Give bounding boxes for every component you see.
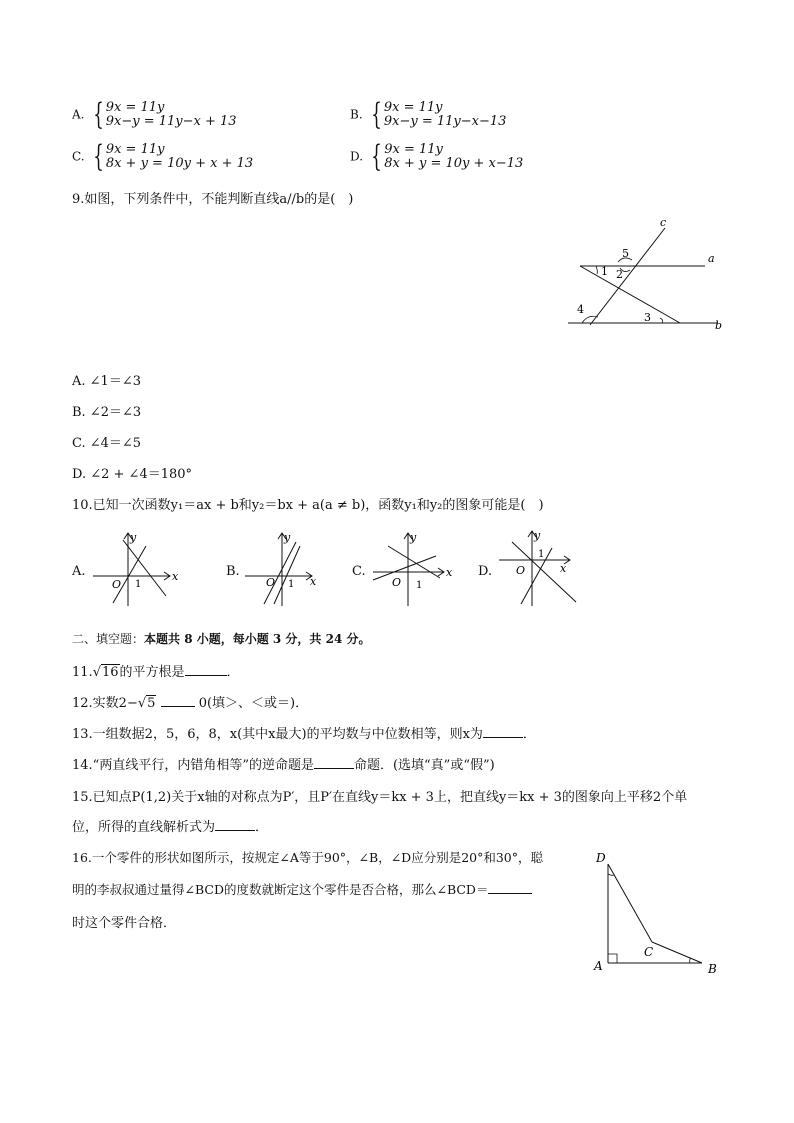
q9-stem: 9.如图，下列条件中，不能判断直线a//b的是( ) (72, 192, 354, 207)
q8-option-c (72, 139, 254, 174)
q10-graph-a-label: A. (72, 564, 86, 579)
line-y1 (113, 546, 146, 603)
side-dc (608, 864, 652, 942)
equation-2: 8x + y = 10y + x−13 (384, 156, 524, 171)
q13 (72, 723, 536, 742)
origin-label: O (112, 578, 122, 591)
q12-rest: 0(填＞、＜或＝)． (198, 696, 309, 711)
y-axis-label: y (284, 531, 291, 544)
vertex-b: B (708, 962, 717, 976)
line-y1 (264, 542, 296, 604)
q8-option-a (72, 97, 237, 132)
equation-system: { 9x = 11y 9x−y = 11y−x−13 (371, 97, 507, 132)
equation-1: 9x = 11y (105, 100, 165, 115)
q10-graph-c-label: C. (352, 564, 366, 579)
x-axis-label: x (446, 566, 453, 579)
transversal (580, 266, 680, 323)
x-axis-label: x (310, 575, 317, 588)
option-label: A. (72, 107, 85, 122)
unit-label: 1 (416, 580, 423, 591)
side-cb (652, 942, 702, 963)
q16-line-3: 时这个零件合格． (72, 916, 177, 931)
line-y2 (388, 546, 440, 578)
equation-system: { 9x = 11y 8x + y = 10y + x + 13 (93, 139, 254, 174)
option-label: C. (72, 149, 85, 164)
section-2-heading (72, 630, 370, 647)
y-axis-label: y (534, 529, 541, 542)
sqrt-symbol: √5 (137, 696, 156, 711)
q14-rest: 命题．(选填“真”或“假”) (353, 758, 495, 773)
q9-figure (560, 210, 740, 335)
x-axis-label: x (172, 570, 179, 583)
q16-text: 明的李叔叔通过量得∠BCD的度数就断定这个零件是否合格，那么∠BCD＝ (72, 882, 489, 897)
q10-graph-b (240, 528, 330, 608)
answer-blank[interactable] (483, 725, 523, 738)
y-axis-label: y (410, 531, 417, 544)
q15-end: ． (255, 820, 269, 835)
angle-3-label: 3 (644, 311, 651, 324)
equation-1: 9x = 11y (383, 100, 443, 115)
q8-option-d (350, 139, 524, 174)
q11-number: 11. (72, 665, 93, 680)
q10-graph-d-label: D. (478, 564, 493, 579)
sqrt-symbol: √16 (92, 665, 119, 680)
answer-blank[interactable] (161, 694, 195, 707)
q15-line-2 (72, 816, 268, 835)
origin-label: O (516, 564, 526, 577)
vertex-a: A (594, 959, 603, 973)
q15-text: 位，所得的直线解析式为 (72, 820, 216, 835)
angle-5-label: 5 (622, 247, 629, 260)
unit-label: 1 (135, 579, 142, 590)
equation-2: 9x−y = 11y−x + 13 (105, 114, 237, 129)
radicand: 5 (147, 696, 156, 711)
equation-system: { 9x = 11y 8x + y = 10y + x−13 (371, 139, 524, 174)
q9-option-d: D. ∠2 + ∠4＝180° (72, 467, 193, 482)
origin-label: O (392, 576, 402, 589)
unit-label: 1 (288, 579, 295, 590)
q9-option-a: A. ∠1＝∠3 (72, 374, 141, 389)
answer-blank[interactable] (314, 756, 354, 769)
q10-graph-b-label: B. (226, 564, 240, 579)
radicand: 16 (101, 665, 119, 680)
vertex-c: C (644, 945, 654, 959)
q11-end: ． (226, 665, 240, 680)
q13-end: ． (522, 727, 536, 742)
equation-1: 9x = 11y (384, 142, 443, 157)
origin-label: O (266, 576, 276, 589)
label-a: a (708, 252, 715, 265)
angle-4-label: 4 (577, 303, 584, 316)
q10-stem: 10.已知一次函数y₁＝ax + b和y₂＝bx + a(a ≠ b)，函数y₁和y₂的图象可能是( ) (72, 498, 544, 513)
line-y1 (373, 556, 436, 580)
equation-2: 8x + y = 10y + x + 13 (105, 156, 254, 171)
unit-label: 1 (538, 549, 545, 560)
angle-1-label: 1 (601, 265, 608, 278)
line-y1 (521, 548, 552, 604)
option-label: B. (350, 107, 363, 122)
answer-blank[interactable] (185, 663, 227, 676)
label-c: c (660, 216, 667, 229)
q8-option-b (350, 97, 507, 132)
q16-line-2 (72, 880, 532, 898)
answer-blank[interactable] (215, 818, 255, 831)
line-y2 (274, 546, 300, 604)
q15-line-1: 15.已知点P(1,2)关于x轴的对称点为P′，且P′在直线y＝kx + 3上，把直线y＝kx + 3的图象向上平移2个单 (72, 790, 688, 805)
y-axis-label: y (130, 531, 137, 544)
equation-2: 9x−y = 11y−x−13 (383, 114, 507, 129)
q16-line-1: 16.一个零件的形状如图所示，按规定∠A等于90°，∠B，∠D应分别是20°和30°，聪 (72, 850, 544, 865)
q12-text: 12.实数2− (72, 696, 138, 711)
answer-blank[interactable] (488, 881, 532, 894)
q10-graph-d (494, 526, 589, 608)
q11 (72, 661, 240, 680)
q16-figure (590, 846, 730, 981)
q10-graph-a (88, 528, 183, 608)
section-prefix: 二、填空题： (72, 632, 145, 646)
vertex-d: D (596, 851, 606, 865)
option-label: D. (350, 149, 364, 164)
equation-system: { 9x = 11y 9x−y = 11y−x + 13 (92, 97, 237, 132)
angle-2-label: 2 (616, 268, 623, 281)
q12 (72, 692, 308, 711)
section-description: 本题共 8 小题，每小题 3 分，共 24 分。 (144, 632, 371, 646)
q9-option-c: C. ∠4＝∠5 (72, 436, 142, 451)
q11-text: 的平方根是 (119, 665, 185, 680)
q10-graph-c (368, 528, 463, 608)
q13-text: 13.一组数据2，5，6，8，x(其中x最大)的平均数与中位数相等，则x为 (72, 727, 483, 742)
x-axis-label: x (560, 562, 567, 575)
label-b: b (715, 319, 723, 332)
equation-1: 9x = 11y (105, 142, 165, 157)
q9-option-b: B. ∠2＝∠3 (72, 405, 142, 420)
q14-text: 14.“两直线平行，内错角相等”的逆命题是 (72, 758, 314, 773)
right-angle-mark (608, 954, 617, 963)
q14 (72, 754, 495, 773)
